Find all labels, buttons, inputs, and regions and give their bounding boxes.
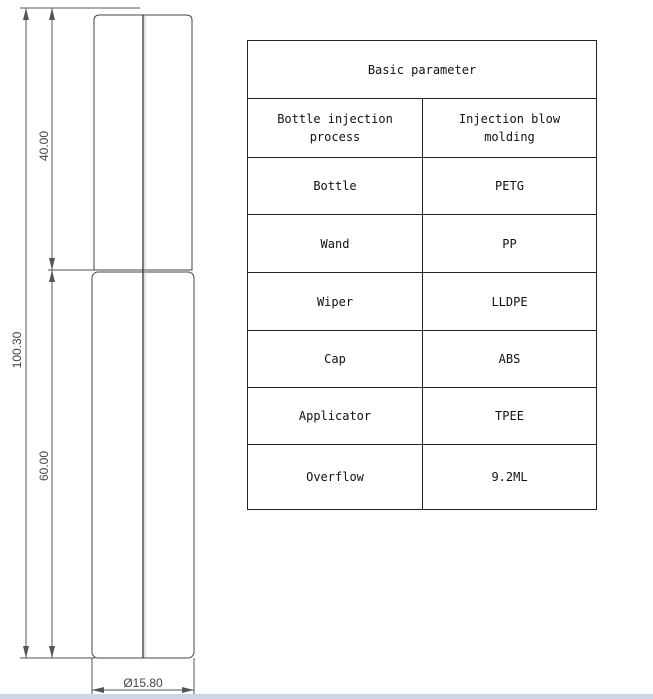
bottle-arrow-top <box>49 270 55 282</box>
overall-height-label: 100.30 <box>10 331 24 369</box>
table-row <box>248 273 597 331</box>
bottom-border-band <box>0 694 653 699</box>
row-label-bottle: Bottle <box>248 158 423 215</box>
row-label-cap: Cap <box>248 331 423 388</box>
cap-arrow-bottom <box>49 258 55 270</box>
diameter-arrow-left <box>92 687 104 693</box>
bottle-height-label: 60.00 <box>37 450 51 482</box>
diameter-label: Ø15.80 <box>123 676 163 690</box>
basic-parameter-table <box>247 40 597 510</box>
table-row <box>248 388 597 445</box>
bottle-arrow-bottom <box>49 646 55 658</box>
row-label-process: Bottle injection process <box>248 99 423 158</box>
overall-arrow-bottom <box>23 646 29 658</box>
table-row <box>248 99 597 158</box>
row-label-overflow: Overflow <box>248 445 423 510</box>
table-title-row <box>248 41 597 99</box>
row-label-wand: Wand <box>248 215 423 273</box>
row-value-overflow: 9.2ML <box>423 445 597 510</box>
table-row <box>248 331 597 388</box>
row-value-cap: ABS <box>423 331 597 388</box>
row-label-applicator: Applicator <box>248 388 423 445</box>
table-row <box>248 215 597 273</box>
cap-height-label: 40.00 <box>37 130 51 162</box>
overall-arrow-top <box>23 8 29 20</box>
table-row <box>248 158 597 215</box>
diameter-arrow-right <box>182 687 194 693</box>
table-row <box>248 445 597 510</box>
row-value-wand: PP <box>423 215 597 273</box>
table-title: Basic parameter <box>248 41 597 99</box>
row-value-applicator: TPEE <box>423 388 597 445</box>
cap-arrow-top <box>49 8 55 20</box>
row-label-wiper: Wiper <box>248 273 423 331</box>
row-value-wiper: LLDPE <box>423 273 597 331</box>
row-value-bottle: PETG <box>423 158 597 215</box>
row-value-process: Injection blow molding <box>423 99 597 158</box>
